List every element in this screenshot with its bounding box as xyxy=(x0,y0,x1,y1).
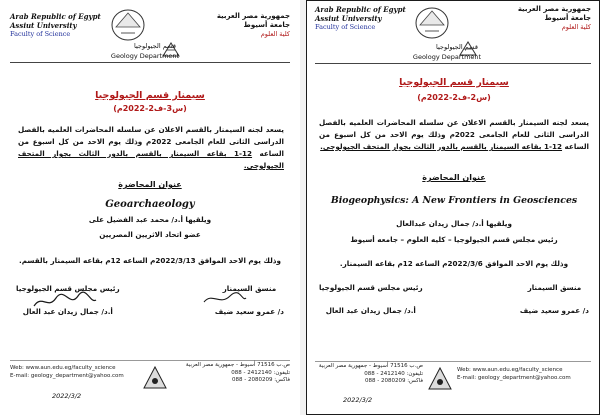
lecture-title: Geoarchaeology xyxy=(105,199,195,210)
speaker-name: ويلقيها أ.د/ جمال زيدان عبدالعال xyxy=(396,219,512,228)
footer-english xyxy=(10,365,124,380)
announcement-location: 12-1 بقاعه السيمنار بالقسم بالدور الثالث بجوار المتحف الجيولوجى. xyxy=(320,142,563,151)
header-english xyxy=(10,12,101,39)
footer-english xyxy=(457,367,571,382)
header-arabic xyxy=(518,5,591,32)
footer-rule xyxy=(10,360,290,361)
seminar-code: (س2-ف2-2022م) xyxy=(417,93,491,102)
signature-coordinator xyxy=(520,283,589,315)
header-country-ar: جمهورية مصر العربية xyxy=(216,12,290,20)
footer-phone: تليفون: 2412140 - 088 xyxy=(364,370,423,377)
announcement-paragraph xyxy=(18,124,284,172)
header-faculty-ar: كلية العلوم xyxy=(561,23,591,31)
footer-rule xyxy=(315,361,591,362)
lecture-heading: عنوان المحاضرة xyxy=(422,173,486,182)
announcement-text: يسعد لجنه السيمنار بالقسم الاعلان عن سلسله المحاضرات العلميه بالفصل الدراسى الثانى للعام الجامعى 2022م وذلك يوم الاحد من كل اسبوع من الساعه xyxy=(18,125,285,158)
head-title: رئيس مجلس قسم الجيولوجيا xyxy=(16,284,120,293)
footer-arabic xyxy=(315,363,423,386)
lecture-date: وذلك يوم الاحد الموافق 2022/3/13م الساعه 12م بقاعه السيمنار بالقسم. xyxy=(19,256,281,265)
speaker-role: عضو اتحاد الاثريين المصريين xyxy=(99,230,201,239)
footer-address: ص.ب 71516 أسيوط - جمهورية مصر العربية xyxy=(185,362,290,368)
header-english xyxy=(315,5,406,32)
header-university-ar: جامعة أسيوط xyxy=(544,14,591,22)
lecture-title: Biogeophysics: A New Frontiers in Geosciences xyxy=(330,195,578,206)
footer-fax: فاكس: 2080209 - 088 xyxy=(364,378,423,384)
handwritten-signature-icon xyxy=(30,290,100,312)
coordinator-name: د/ عمرو سعيد ضيف xyxy=(214,307,284,316)
head-name: أ.د/ جمال زيدان عبد العال xyxy=(22,307,113,316)
footer-arabic xyxy=(186,362,290,385)
announcement-text: يسعد لجنه السيمنار بالقسم الاعلان عن سلسله المحاضرات العلميه بالفصل الدراسى الثانى للعام الجامعى 2022م وذلك يوم الاحد من كل اسبوع من الساعه xyxy=(319,118,590,151)
announcement-paragraph xyxy=(319,117,589,153)
department-ar: قسم الجيولوجيا xyxy=(436,43,478,51)
header-faculty-en: Faculty of Science xyxy=(315,23,376,31)
header-arabic xyxy=(217,12,290,39)
header-country-ar: جمهورية مصر العربية xyxy=(517,5,591,13)
university-logo-icon xyxy=(107,5,149,43)
head-name: أ.د/ جمال زيدان عبد العال xyxy=(325,306,416,315)
footer-logo-icon xyxy=(425,363,455,393)
seminar-title: سيمنار قسم الجيولوجيا xyxy=(399,77,509,88)
lecture-date: وذلك يوم الاحد الموافق 2022/3/6م الساعه 12م بقاعه السيمنار. xyxy=(339,259,569,268)
footer-email: E-mail: geology_department@yahoo.com xyxy=(457,374,571,381)
header-country-en: Arab Republic of Egypt xyxy=(315,5,406,14)
footer-fax: فاكس: 2080209 - 088 xyxy=(231,377,290,383)
head-title: رئيس مجلس قسم الجيولوجيا xyxy=(319,283,423,292)
header-faculty-en: Faculty of Science xyxy=(10,30,71,38)
seminar-code: (س3-ف2-2022م) xyxy=(113,104,187,113)
footer-address: ص.ب 71516 أسيوط - جمهورية مصر العربية xyxy=(318,363,423,369)
footer-email: E-mail: geology_department@yahoo.com xyxy=(10,372,124,379)
header-country-en: Arab Republic of Egypt xyxy=(10,12,101,21)
seminar-title: سيمنار قسم الجيولوجيا xyxy=(95,90,205,101)
coordinator-name: د/ عمرو سعيد ضيف xyxy=(519,306,589,315)
footer-logo-icon xyxy=(140,362,170,392)
speaker-name: ويلقيها أ.د/ محمد عبد الفضيل على xyxy=(88,215,212,224)
header-faculty-ar: كلية العلوم xyxy=(260,30,290,38)
speaker-role: رئيس مجلس قسم الجيولوجيا – كليه العلوم – جامعه أسيوط xyxy=(350,235,558,244)
signature-head xyxy=(319,283,423,315)
department-en: Geology Department xyxy=(412,53,482,61)
header-university-en: Assiut University xyxy=(10,21,77,30)
footer-web: Web: www.aun.edu.eg/faculty_science xyxy=(10,365,116,371)
signature-block xyxy=(319,283,589,315)
header-university-en: Assiut University xyxy=(315,14,382,23)
department-en: Geology Department xyxy=(110,52,180,60)
handwritten-signature-icon xyxy=(200,290,250,308)
document-date-stamp: 2022/3/2 xyxy=(52,392,82,400)
header-rule xyxy=(10,62,290,63)
university-logo-icon xyxy=(411,3,453,41)
coordinator-title: منسق السيمنار xyxy=(222,284,277,293)
announcement-location: 12-1 بقاعه السيمنار بالقسم بالدور الثالث بجوار المتحف الجيولوجى. xyxy=(18,149,284,170)
header-rule xyxy=(315,63,591,64)
footer-web: Web: www.aun.edu.eg/faculty_science xyxy=(457,367,563,373)
coordinator-title: منسق السيمنار xyxy=(527,283,582,292)
header-university-ar: جامعة أسيوط xyxy=(243,21,290,29)
footer-phone: تليفون: 2412140 - 088 xyxy=(231,369,290,376)
flyer-right xyxy=(306,0,600,415)
department-ar: قسم الجيولوجيا xyxy=(134,42,176,50)
document-date-stamp: 2022/3/2 xyxy=(343,396,373,404)
lecture-heading: عنوان المحاضرة xyxy=(118,180,182,189)
